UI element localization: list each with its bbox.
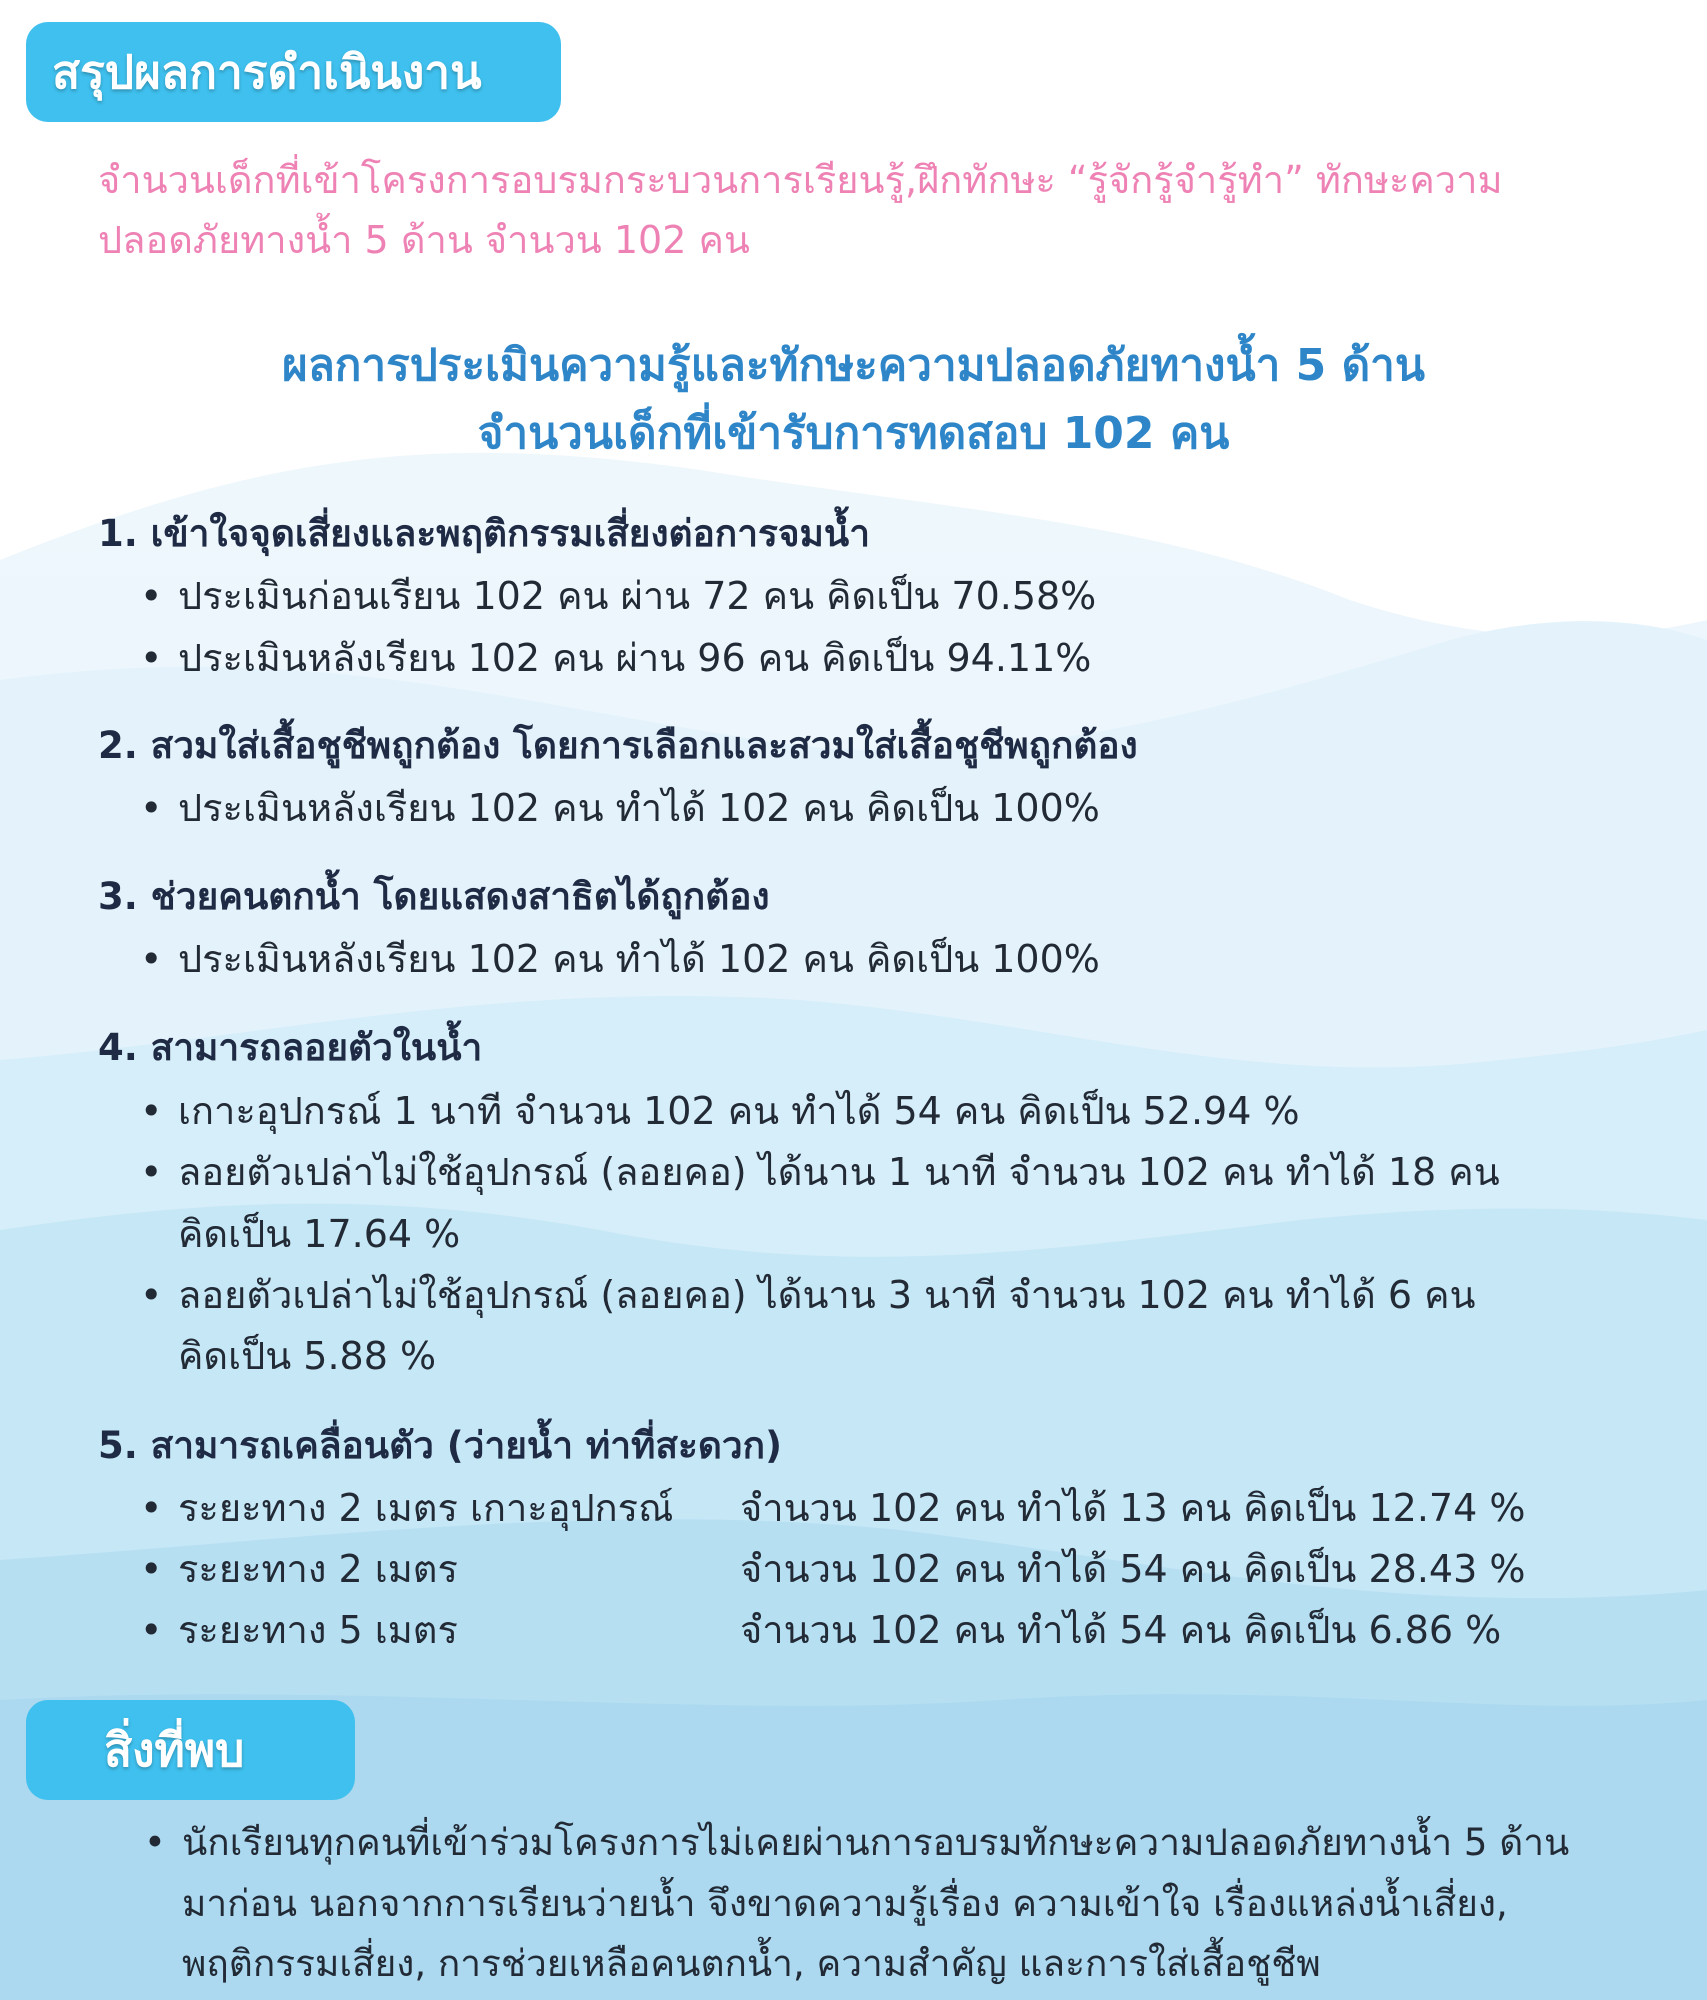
section-1-bullet-1: • ประเมินก่อนเรียน 102 คน ผ่าน 72 คน คิดเป็น 70.58% [178, 565, 1096, 627]
section-5-row-1-result: จำนวน 102 คน ทำได้ 13 คน คิดเป็น 12.74 % [740, 1486, 1526, 1530]
section-1-bullet-2: • ประเมินหลังเรียน 102 คน ผ่าน 96 คน คิดเป็น 94.11% [178, 627, 1091, 689]
findings-section-tag: สิ่งที่พบ [26, 1700, 355, 1800]
heading-line-2: จำนวนเด็กที่เข้ารับการทดสอบ 102 คน [477, 408, 1230, 459]
heading-line-1: ผลการประเมินความรู้และทักษะความปลอดภัยทางน้ำ 5 ด้าน [282, 340, 1425, 391]
intro-line-1: จำนวนเด็กที่เข้าโครงการอบรมกระบวนการเรียนรู้,ฝึกทักษะ “รู้จักรู้จำรู้ทำ” ทักษะความ [98, 158, 1503, 202]
section-4-bullet-2: • ลอยตัวเปล่าไม่ใช้อุปกรณ์ (ลอยคอ) ได้นาน 1 นาที จำนวน 102 คน ทำได้ 18 คน [178, 1141, 1500, 1203]
section-5-row-3-result: จำนวน 102 คน ทำได้ 54 คน คิดเป็น 6.86 % [740, 1608, 1502, 1652]
section-4-title: 4. สามารถลอยตัวในน้ำ [98, 1026, 483, 1069]
findings-bullet-line-2: มาก่อน นอกจากการเรียนว่ายน้ำ จึงขาดความรู้เรื่อง ความเข้าใจ เรื่องแหล่งน้ำเสี่ยง, [182, 1882, 1508, 1925]
findings-bullet-line-3: พฤติกรรมเสี่ยง, การช่วยเหลือคนตกน้ำ, ความสำคัญ และการใส่เสื้อชูชีพ [182, 1942, 1321, 1985]
section-5-title: 5. สามารถเคลื่อนตัว (ว่ายน้ำ ท่าที่สะดวก) [98, 1424, 782, 1467]
section-4-bullet-3-continued: คิดเป็น 5.88 % [178, 1334, 437, 1378]
section-2-title: 2. สวมใส่เสื้อชูชีพถูกต้อง โดยการเลือกและสวมใส่เสื้อชูชีพถูกต้อง [98, 724, 1138, 767]
section-4-bullet-1: • เกาะอุปกรณ์ 1 นาที จำนวน 102 คน ทำได้ 54 คน คิดเป็น 52.94 % [178, 1080, 1300, 1142]
section-4-bullet-3: • ลอยตัวเปล่าไม่ใช้อุปกรณ์ (ลอยคอ) ได้นาน 3 นาที จำนวน 102 คน ทำได้ 6 คน [178, 1264, 1476, 1326]
intro-line-2: ปลอดภัยทางน้ำ 5 ด้าน จำนวน 102 คน [98, 218, 750, 262]
section-1-title: 1. เข้าใจจุดเสี่ยงและพฤติกรรมเสี่ยงต่อการจมน้ำ [98, 512, 870, 555]
section-3-title: 3. ช่วยคนตกน้ำ โดยแสดงสาธิตได้ถูกต้อง [98, 875, 770, 918]
summary-section-tag: สรุปผลการดำเนินงาน [26, 22, 561, 122]
section-3-bullet-1: • ประเมินหลังเรียน 102 คน ทำได้ 102 คน คิดเป็น 100% [178, 928, 1100, 990]
section-5-row-1-label: • ระยะทาง 2 เมตร เกาะอุปกรณ์ [178, 1477, 673, 1539]
section-5-row-2-label: • ระยะทาง 2 เมตร [178, 1538, 458, 1600]
section-5-row-2-result: จำนวน 102 คน ทำได้ 54 คน คิดเป็น 28.43 % [740, 1547, 1526, 1591]
findings-bullet-line-1: • นักเรียนทุกคนที่เข้าร่วมโครงการไม่เคยผ่านการอบรมทักษะความปลอดภัยทางน้ำ 5 ด้าน [182, 1812, 1569, 1874]
intro-paragraph [98, 150, 1598, 270]
section-5-row-3-label: • ระยะทาง 5 เมตร [178, 1599, 458, 1661]
section-2-bullet-1: • ประเมินหลังเรียน 102 คน ทำได้ 102 คน คิดเป็น 100% [178, 777, 1100, 839]
section-4-bullet-2-continued: คิดเป็น 17.64 % [178, 1212, 461, 1256]
assessment-heading [0, 332, 1707, 468]
